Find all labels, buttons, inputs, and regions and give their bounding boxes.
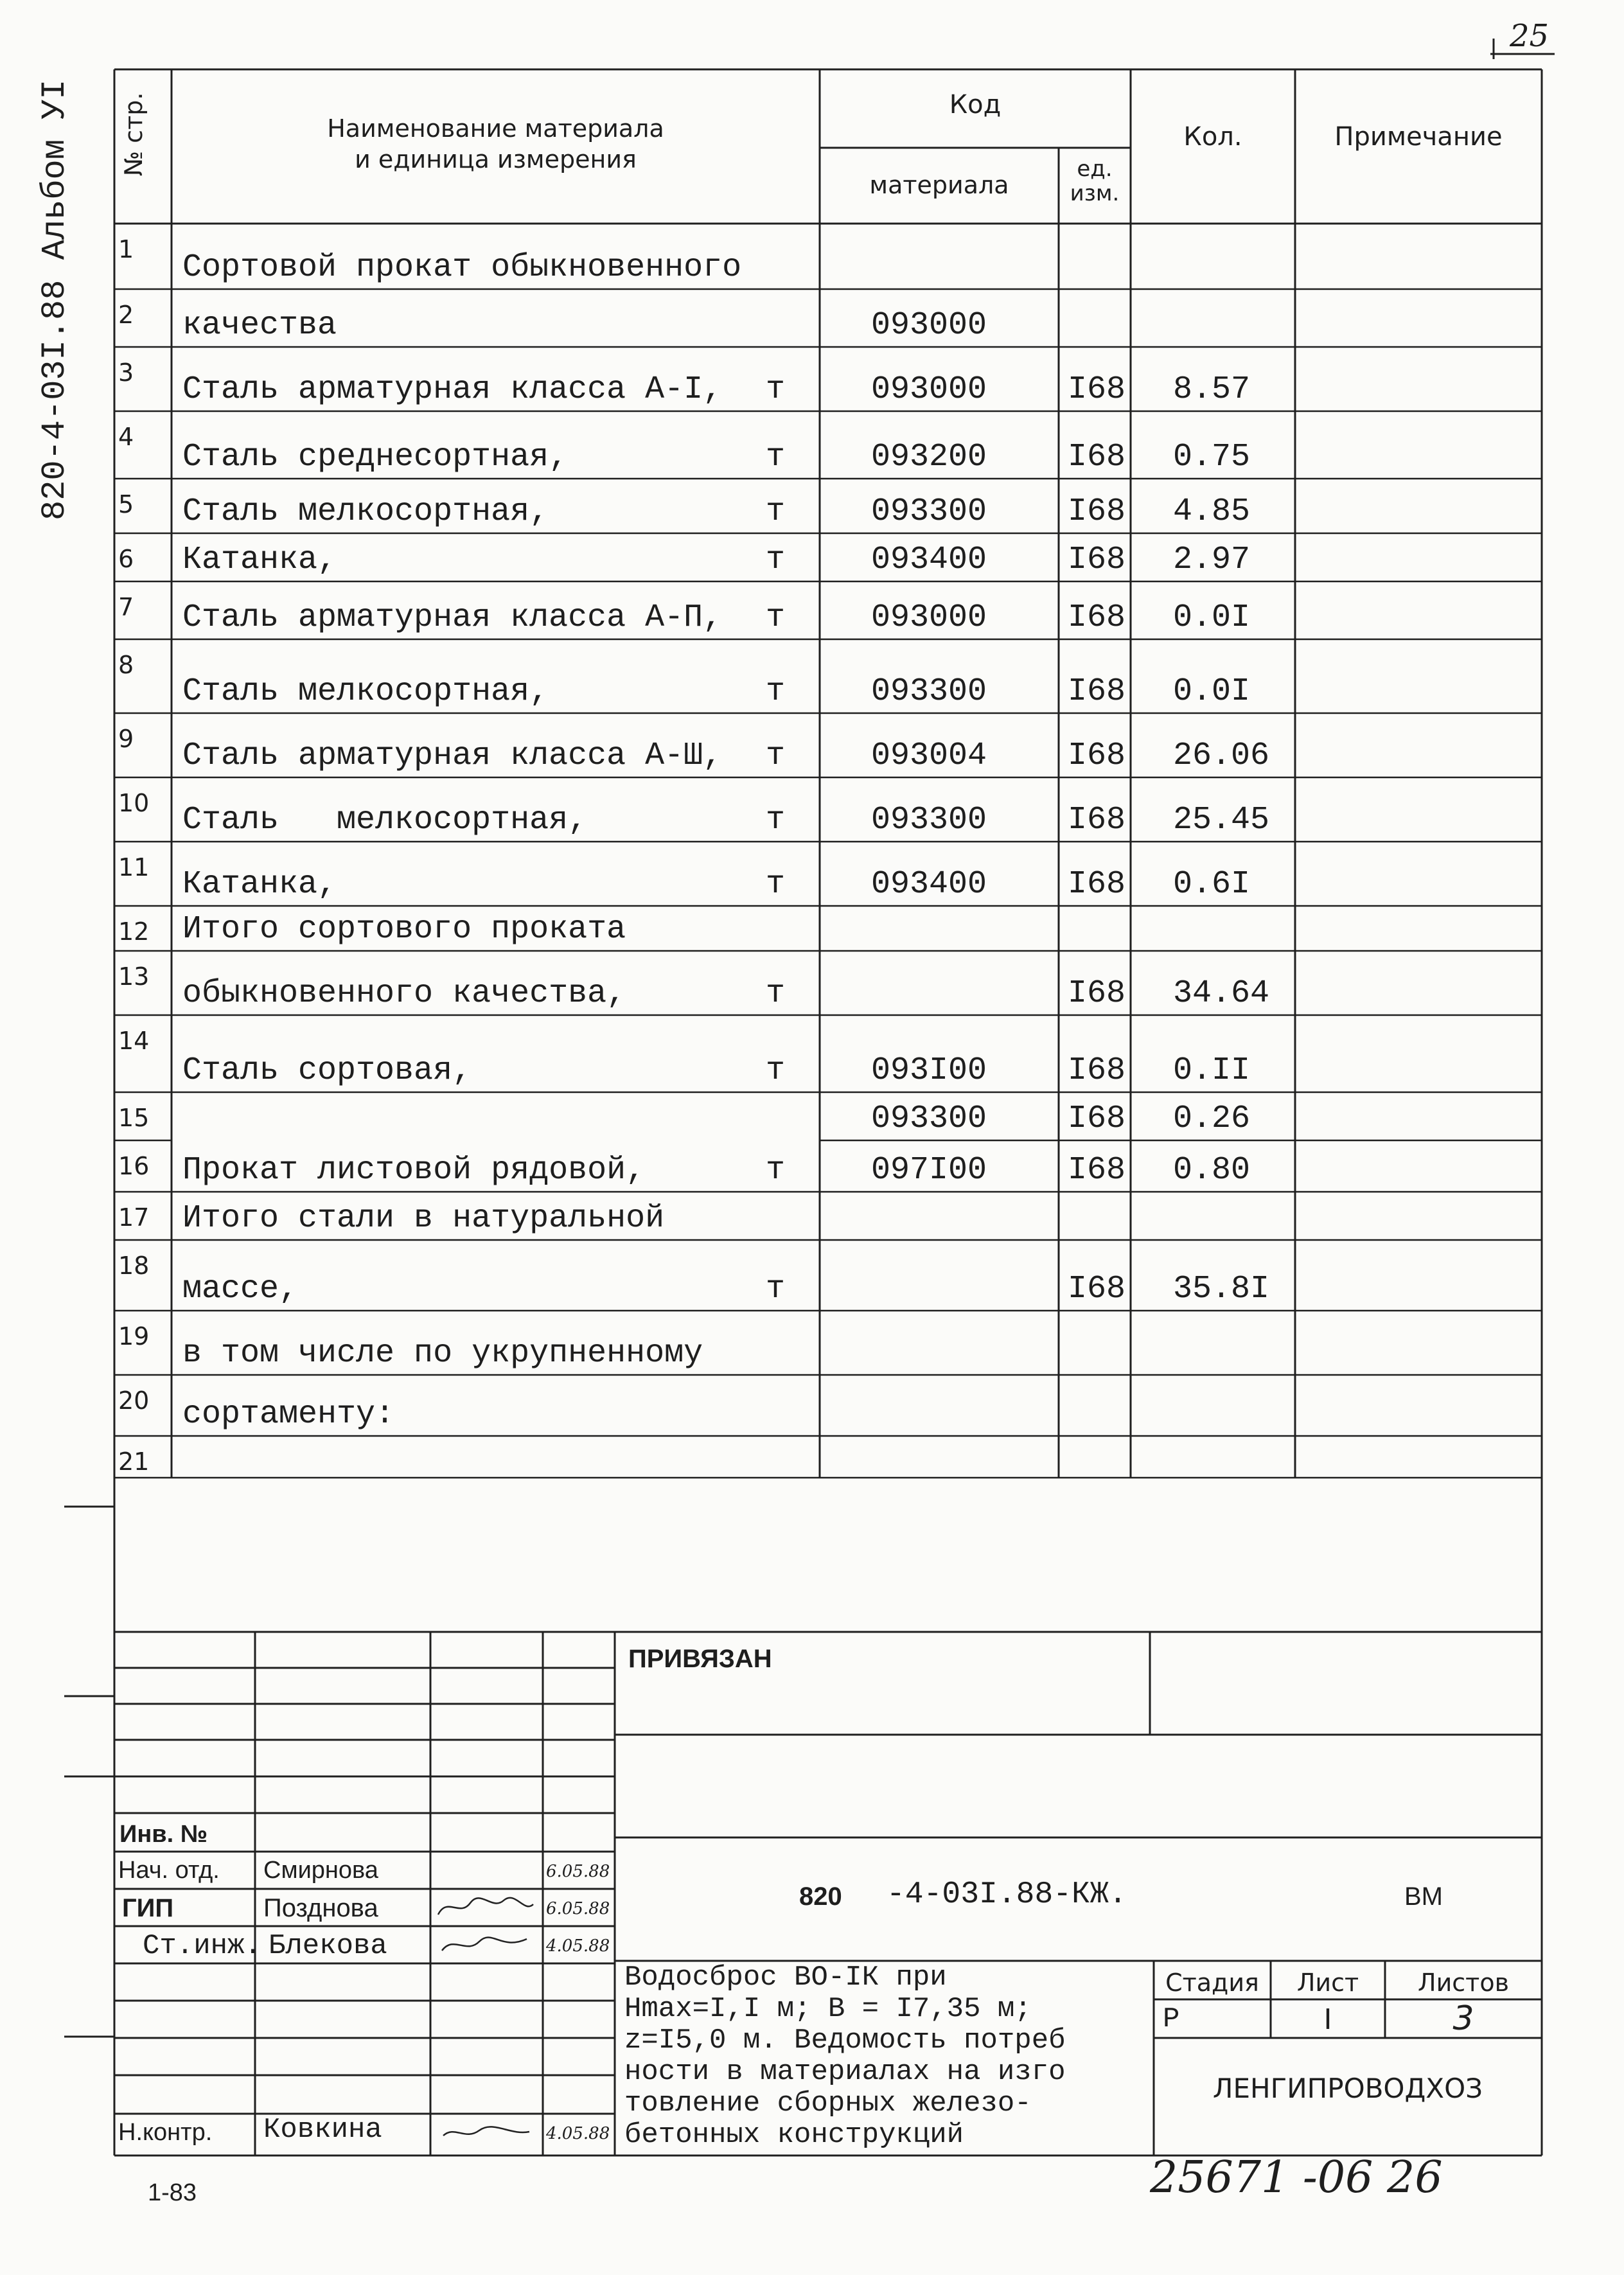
- document-title-line1: Водосброс ВО-IК при: [624, 1961, 947, 1994]
- row-unit: т: [766, 599, 786, 636]
- row-unit-code: I68: [1068, 975, 1126, 1012]
- row-quantity: 25.45: [1173, 802, 1270, 838]
- organization-name: ЛЕНГИПРОВОДХОЗ: [1212, 2073, 1483, 2104]
- name-norm-control: Ковкина: [263, 2114, 382, 2146]
- document-suffix: ВМ: [1404, 1882, 1443, 1911]
- row-number: 19: [118, 1322, 150, 1350]
- row-unit-code: I68: [1068, 1101, 1126, 1137]
- date-chief-engineer: 6.05.88: [546, 1899, 610, 1918]
- header-code-material: материала: [869, 171, 1009, 199]
- sheets-label: Листов: [1418, 1969, 1509, 1997]
- document-title: [624, 1962, 1066, 2151]
- row-unit: т: [766, 1152, 786, 1189]
- row-number: 18: [118, 1252, 150, 1280]
- row-number: 21: [118, 1447, 150, 1476]
- row-material-name: Сталь мелкосортная,: [182, 673, 549, 710]
- row-quantity: 0.6I: [1173, 866, 1251, 903]
- row-quantity: 0.0I: [1173, 599, 1251, 636]
- row-unit: т: [766, 1052, 786, 1089]
- album-side-label: 820-4-03I.88 Альбом УI: [36, 79, 74, 520]
- row-number: 20: [118, 1386, 150, 1415]
- name-senior-engineer: Блекова: [269, 1930, 387, 1962]
- row-unit-code: I68: [1068, 738, 1126, 774]
- date-norm-control: 4.05.88: [546, 2124, 610, 2143]
- sheet-value: I: [1323, 2003, 1332, 2036]
- row-quantity: 2.97: [1173, 542, 1251, 578]
- row-unit-code: I68: [1068, 371, 1126, 408]
- row-material-code: 093400: [871, 866, 987, 903]
- row-unit: т: [766, 975, 786, 1012]
- document-code-prefix: 820: [799, 1882, 842, 1911]
- date-chief-department: 6.05.88: [546, 1862, 610, 1881]
- row-unit-code: I68: [1068, 802, 1126, 838]
- row-number: 12: [118, 917, 150, 946]
- row-material-name: качества: [182, 307, 337, 344]
- header-material-name-line2: и единица измерения: [355, 145, 637, 173]
- name-chief-department: Смирнова: [263, 1857, 378, 1884]
- header-material-name: [172, 113, 820, 175]
- row-material-name: сортаменту:: [182, 1396, 395, 1433]
- stage-value: Р: [1163, 2003, 1180, 2035]
- row-number: 14: [118, 1027, 150, 1055]
- row-material-name: Итого сортового проката: [182, 911, 626, 948]
- row-quantity: 0.26: [1173, 1101, 1251, 1137]
- row-quantity: 0.0I: [1173, 673, 1251, 710]
- row-material-code: 093300: [871, 802, 987, 838]
- row-unit: т: [766, 866, 786, 903]
- row-material-name: Сталь сортовая,: [182, 1052, 472, 1089]
- row-material-name: в том числе по укрупненному: [182, 1335, 703, 1372]
- signature-chief-engineer: [434, 1891, 537, 1924]
- row-quantity: 4.85: [1173, 493, 1251, 530]
- sheets-value: 3: [1452, 1999, 1474, 2038]
- header-code: Код: [949, 90, 1002, 120]
- row-unit-code: I68: [1068, 493, 1126, 530]
- header-note: Примечание: [1334, 122, 1503, 152]
- row-material-code: 093300: [871, 673, 987, 710]
- row-material-code: 093000: [871, 307, 987, 344]
- row-material-name: обыкновенного качества,: [182, 975, 626, 1012]
- row-number: 3: [118, 359, 134, 387]
- row-material-code: 093300: [871, 1101, 987, 1137]
- row-material-name: Катанка,: [182, 542, 337, 578]
- header-code-unit-line1: ед.: [1077, 156, 1113, 182]
- role-senior-engineer: Ст.инж.: [143, 1930, 261, 1962]
- row-number: 2: [118, 301, 134, 329]
- row-unit: т: [766, 439, 786, 475]
- document-title-line4: ности в материалах на изго: [624, 2056, 1066, 2088]
- row-material-name: Сталь мелкосортная,: [182, 493, 549, 530]
- row-number: 9: [118, 725, 134, 753]
- sheet-label: Лист: [1296, 1969, 1359, 1997]
- signature-senior-engineer: [437, 1929, 533, 1961]
- row-material-code: 093004: [871, 738, 987, 774]
- row-unit: т: [766, 493, 786, 530]
- row-number: 6: [118, 545, 134, 573]
- row-material-name: Сортовой прокат обыкновенного: [182, 249, 742, 286]
- row-unit-code: I68: [1068, 866, 1126, 903]
- sheet-number-top: 25: [1510, 18, 1549, 54]
- document-title-line2: Hmax=I,I м; В = I7,35 м;: [624, 1993, 1032, 2025]
- row-quantity: 34.64: [1173, 975, 1270, 1012]
- row-number: 7: [118, 593, 134, 621]
- row-number: 15: [118, 1104, 150, 1132]
- role-chief-department: Нач. отд.: [118, 1857, 220, 1884]
- document-title-line6: бетонных конструкций: [624, 2119, 964, 2151]
- row-unit-code: I68: [1068, 673, 1126, 710]
- row-unit: т: [766, 542, 786, 578]
- row-quantity: 0.II: [1173, 1052, 1251, 1089]
- row-unit-code: I68: [1068, 439, 1126, 475]
- row-number: 13: [118, 962, 150, 991]
- signature-norm-control: [439, 2116, 536, 2148]
- header-quantity: Кол.: [1183, 122, 1242, 152]
- row-unit: т: [766, 371, 786, 408]
- row-number: 17: [118, 1203, 150, 1232]
- row-material-code: 093I00: [871, 1052, 987, 1089]
- name-chief-engineer: Позднова: [263, 1894, 378, 1922]
- header-code-unit: [1059, 157, 1131, 206]
- row-material-code: 093000: [871, 371, 987, 408]
- row-material-name: Итого стали в натуральной: [182, 1200, 665, 1237]
- row-quantity: 8.57: [1173, 371, 1251, 408]
- row-number: 1: [118, 235, 134, 263]
- row-unit: т: [766, 738, 786, 774]
- header-row-number: № стр.: [119, 92, 148, 177]
- row-material-code: 097I00: [871, 1152, 987, 1189]
- row-unit: т: [766, 1271, 786, 1307]
- row-number: 16: [118, 1152, 150, 1180]
- header-code-unit-line2: изм.: [1070, 181, 1120, 206]
- row-unit-code: I68: [1068, 1152, 1126, 1189]
- document-title-line5: товление сборных железо-: [624, 2087, 1032, 2120]
- footer-form-number: 1-83: [148, 2179, 197, 2206]
- row-quantity: 35.8I: [1173, 1271, 1270, 1307]
- row-material-code: 093300: [871, 493, 987, 530]
- row-material-name: массе,: [182, 1271, 299, 1307]
- row-number: 10: [118, 789, 150, 817]
- row-unit-code: I68: [1068, 542, 1126, 578]
- role-norm-control: Н.контр.: [118, 2119, 213, 2146]
- row-material-name: Катанка,: [182, 866, 337, 903]
- row-number: 8: [118, 651, 134, 679]
- row-unit: т: [766, 673, 786, 710]
- row-material-name: Сталь среднесортная,: [182, 439, 569, 475]
- footer-handwritten-number: 25671 -06 26: [1150, 2152, 1443, 2203]
- row-material-name: Сталь арматурная класса А-П,: [182, 599, 723, 636]
- row-material-code: 093200: [871, 439, 987, 475]
- row-material-code: 093000: [871, 599, 987, 636]
- row-unit-code: I68: [1068, 1052, 1126, 1089]
- document-code: -4-03I.88-КЖ.: [887, 1877, 1127, 1912]
- inventory-number-label: Инв. №: [119, 1821, 208, 1848]
- row-material-name: Сталь арматурная класса А-Ш,: [182, 738, 723, 774]
- row-material-name: Сталь мелкосортная,: [182, 802, 588, 838]
- row-number: 4: [118, 423, 134, 451]
- stage-label: Стадия: [1165, 1969, 1259, 1997]
- date-senior-engineer: 4.05.88: [546, 1936, 610, 1956]
- row-material-code: 093400: [871, 542, 987, 578]
- row-quantity: 0.80: [1173, 1152, 1251, 1189]
- row-unit-code: I68: [1068, 1271, 1126, 1307]
- row-unit: т: [766, 802, 786, 838]
- row-material-name: Сталь арматурная класса А-I,: [182, 371, 723, 408]
- row-quantity: 0.75: [1173, 439, 1251, 475]
- role-chief-engineer: ГИП: [122, 1894, 174, 1922]
- row-unit-code: I68: [1068, 599, 1126, 636]
- row-quantity: 26.06: [1173, 738, 1270, 774]
- bound-label: ПРИВЯЗАН: [628, 1645, 772, 1673]
- document-title-line3: z=I5,0 м. Ведомость потреб: [624, 2024, 1066, 2057]
- row-material-name: Прокат листовой рядовой,: [182, 1152, 646, 1189]
- header-material-name-line1: Наименование материала: [327, 114, 664, 143]
- row-number: 11: [118, 853, 150, 881]
- row-number: 5: [118, 490, 134, 518]
